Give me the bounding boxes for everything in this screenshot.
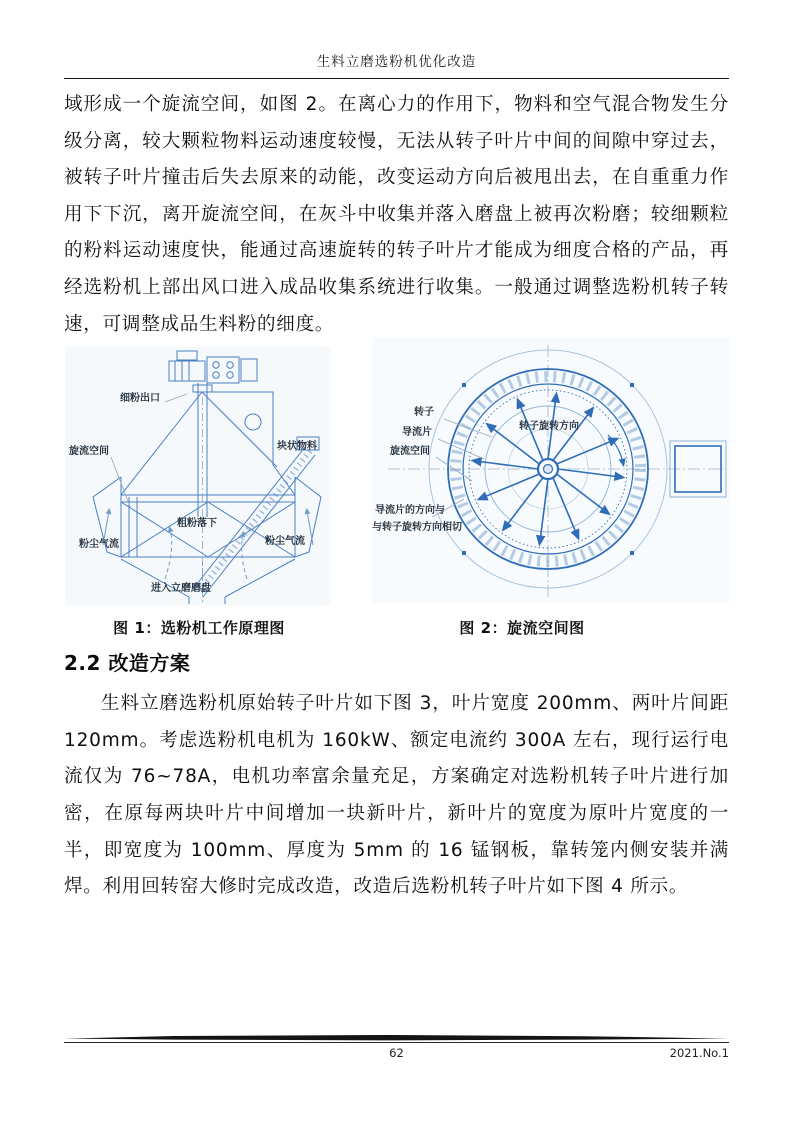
label-dust-airflow-left: 粉尘气流: [79, 539, 119, 551]
label-fine-powder-outlet: 细粉出口: [120, 393, 160, 405]
footer-thick-rule: [64, 1035, 729, 1041]
label-rotation-direction: 转子旋转方向: [519, 421, 579, 433]
header-rule: [64, 78, 729, 79]
separator-section-drawing: [65, 347, 330, 605]
figures-row: [64, 341, 729, 611]
figure-captions-row: [64, 615, 729, 641]
label-dust-airflow-right: 粉尘气流: [265, 536, 305, 548]
figure-2-caption: 图 2：旋流空间图: [459, 619, 585, 638]
figure-1-caption: 图 1：选粉机工作原理图: [113, 619, 285, 638]
page-footer: [64, 1035, 729, 1061]
page-content: [64, 0, 729, 906]
swirl-space-plan-drawing: [372, 337, 730, 603]
footer-thin-rule: [64, 1042, 729, 1043]
label-enter-mill-table: 进入立磨磨盘: [151, 583, 211, 595]
label-rotor: 转子: [414, 407, 434, 419]
figure-1-working-principle-diagram: [65, 347, 330, 605]
label-guide-vane: 导流片: [402, 427, 432, 439]
label-coarse-powder-falls: 粗粉落下: [177, 518, 217, 530]
label-tangent-note-line1: 导流片的方向与: [375, 505, 445, 517]
label-swirl-space: 旋流空间: [390, 446, 430, 458]
label-tangent-note-line2: 与转子旋转方向相切: [372, 522, 462, 534]
page-number: 62: [389, 1046, 404, 1060]
figure-2-swirl-space-diagram: [372, 337, 730, 603]
issue-label: 2021.No.1: [669, 1046, 729, 1060]
label-swirl-space: 旋流空间: [69, 446, 109, 458]
paragraph-2: 生料立磨选粉机原始转子叶片如下图 3，叶片宽度 200mm、两叶片间距 120mm。考虑选粉机电机为 160kW、额定电流约 300A 左右，现行运行电流仅为 76~78A，电机功率富余量充足，方案确定对选粉机转子叶片进行加密，在原每两块叶片中间增加一块新叶片，新叶片的宽度为原叶片宽度的一半，即宽度为 100mm、厚度为 5mm 的 16 锰钢板，靠转笼内侧安装并满焊。利用回转窑大修时完成改造，改造后选粉机转子叶片如下图 4 所示。: [64, 693, 729, 898]
footer-text-row: [64, 1046, 729, 1061]
label-lump-material: 块状物料: [277, 441, 317, 453]
section-heading-2-2: 2.2 改造方案: [64, 651, 191, 676]
running-head: 生料立磨选粉机优化改造: [316, 54, 477, 70]
paragraph-1: 域形成一个旋流空间，如图 2。在离心力的作用下，物料和空气混合物发生分级分离，较大颗粒物料运动速度较慢，无法从转子叶片中间的间隙中穿过去，被转子叶片撞击后失去原来的动能，改变运动方向后被甩出去，在自重重力作用下下沉，离开旋流空间，在灰斗中收集并落入磨盘上被再次粉磨；较细颗粒的粉料运动速度快，能通过高速旋转的转子叶片才能成为细度合格的产品，再经选粉机上部出风口进入成品收集系统进行收集。一般通过调整选粉机转子转速，可调整成品生料粉的细度。: [64, 94, 729, 335]
